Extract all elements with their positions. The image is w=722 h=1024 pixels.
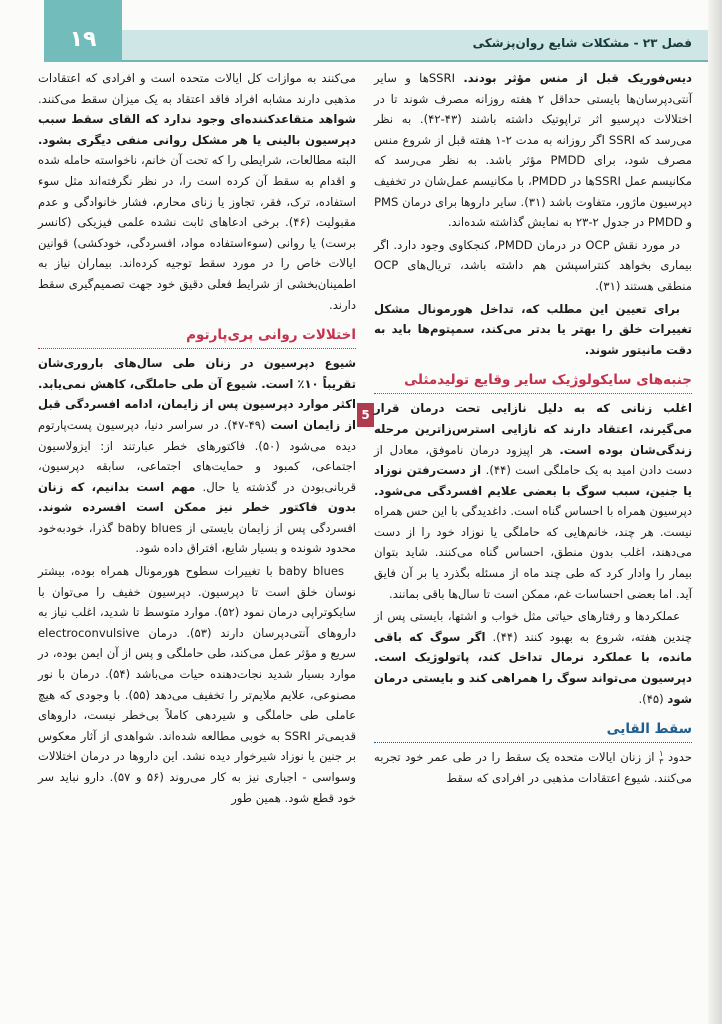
body-text: (۴۵).: [638, 691, 668, 706]
page-edge: [708, 0, 722, 1024]
bold-text: شیوع دپرسیون در زنان طی سال‌های باروری‌شان تقریباً ۱۰٪ است. شیوع آن طی حاملگی، کاهش نمی‌یابد. اکثر موارد دپرسیون پس از زایمان، ادامه افسردگی قبل از زایمان است: [38, 356, 357, 432]
section-heading: سقط القایی: [606, 721, 692, 738]
body-text: هر اپیزود درمان ناموفق، معادل از دست دادن امید به یک حاملگی است (۴۴).: [374, 442, 692, 478]
body-text: از زنان ایالات متحده یک سقط را در طی عمر خود تجربه می‌کنند. شیوع اعتقادات مذهبی در افرادی که سقط: [374, 750, 692, 785]
paragraph: برای تعیین این مطلب که، تداخل هورمونال مشکل تغییرات خلق را بهتر یا بدتر می‌کند، سمپتوم‌ها باید به دقت مانیتور شوند.: [374, 301, 692, 357]
page-number-box: [44, 0, 122, 62]
section-marker: 5: [357, 403, 374, 427]
bold-text: مهم است بدانیم، که زنان بدون فاکتور خطر نیز ممکن است افسرده شوند.: [38, 479, 356, 515]
paragraph: [374, 68, 692, 233]
bold-text: اغلب زنانی که به دلیل نازایی تحت درمان قرار می‌گیرند، اعتقاد دارند که نازایی استرس‌زاترین مرحله زندگی‌شان بوده است.: [374, 401, 693, 457]
paragraph: [38, 68, 356, 315]
paragraph: baby blues با تغییرات سطوح هورمونال همراه بوده، بیشتر نوسان خلق است تا دپرسیون. دپرسیون خفیف را می‌توان با سایکوتراپی درمان نمود (۵۲). موارد متوسط تا شدید، اغلب نیاز به داروهای آنتی‌دپرسان دارند (۵۳). درمان electroconvulsive سریع و مؤثر عمل می‌کند، طی حاملگی و پس از آن ایمن بوده، در موارد بسیار شدید نجات‌دهنده حیات می‌باشد (۵۴). درمان با نور مصنوعی، علایم ملایم‌تر را تخفیف می‌دهد (۵۵). با وجودی که هیچ عاملی طی حاملگی و شیردهی کاملاً بی‌خطر نیست، داروهای قدیمی‌تر SSRI به خوبی مطالعه شده‌اند. شواهدی از آثار معکوس بر جنین یا نوزاد شیرخوار دیده نشد. این داروها در درمان اختلالات وسواسی - اجباری نیز به کار می‌روند (۵۶ و ۵۷). دارو نباید سر خود قطع شود. همین طور: [38, 564, 357, 805]
bold-text: از دست‌رفتن نوزاد یا جنین، سبب سوگ با بعضی علایم افسردگی می‌شود.: [374, 463, 692, 498]
paragraph: [374, 747, 692, 788]
paragraph: [38, 353, 356, 559]
body-text: البته مطالعات، شرایطی را که تحت آن خانم، ناخواسته حامله شده و اقدام به سقط آن کرده است را، در نظر نگرفته‌اند مثل سوء استفاده، ترک، فقر، تجاوز یا زنای محارم، فشار خانوادگی و عدم مقبولیت (۴۶). برخی ادعاهای ثابت نشده علمی فیزیکی (کانسر برست) یا روانی (سوءاستفاده مواد، افسردگی، خودکشی) قوانین ایالات خاص را در مورد سقط توجیه کرده‌اند. بیماران نیاز به اطمینان‌بخشی از شرایط فعلی دقیق خود جهت تصمیم‌گیری سقط دارند.: [38, 153, 356, 312]
body-text: حدود: [663, 750, 693, 765]
paragraph: در مورد نقش OCP در درمان PMDD، کنجکاوی وجود دارد. اگر بیماری بخواهد کنتراسپشن هم داشته باشد، تریال‌های OCP منطقی هستند (۳۱).: [374, 237, 692, 293]
heading-underline: [374, 742, 692, 743]
body-text: عملکردها و رفتارهای حیاتی مثل خواب و اشتها، بایستی پس از چندین هفته، شروع به بهبود کنند (۴۴).: [374, 609, 692, 644]
right-column: [374, 68, 692, 790]
bold-text: اگر سوگ که باقی مانده، با عملکرد نرمال تداخل کند، پاتولوژیک است. دپرسیون می‌تواند سوگ را همراهی کند و بایستی درمان شود: [374, 629, 692, 706]
section-heading: جنبه‌های سایکولوژیک سایر وقایع تولیدمثلی: [404, 372, 692, 389]
fraction-denominator: ۳: [659, 756, 664, 766]
body-text: (۴۹-۴۷). در سراسر دنیا، دپرسیون پست‌پارتوم دیده می‌شود (۵۰). فاکتورهای خطر عبارتند از: ایزولاسیون اجتماعی، کمبود و حمایت‌های اجتماعی، سابقه دپرسیون، قربانی‌بودن در گذشته یا حال.: [38, 417, 357, 494]
bold-text: دیس‌فوریک قبل از منس مؤثر بودند.: [463, 71, 693, 85]
bold-text: شواهد متقاعدکننده‌ای وجود ندارد که القای سقط سبب دپرسیون بالینی یا هر مشکل روانی منفی دیگری بشود.: [38, 112, 356, 147]
body-text: دپرسیون همراه با احساس گناه است. داغدیدگی با این حس همراه نیست. هر چند، خانم‌هایی که حاملگی یا نوزاد خود را از دست می‌دهند، اغلب بدون منطق، احساس گناه می‌کنند. شاید بتوان بیمار را وادار کرد که طی چند ماه از مسئله بگذرد یا بر آن فایق آید. اما بعضی احساسات غم، ممکن است تا سال‌ها باقی بمانند.: [374, 504, 692, 601]
left-column: [38, 68, 356, 810]
heading-underline: [374, 393, 692, 394]
body-text: می‌کنند به موازات کل ایالات متحده است و افرادی که اعتقادات مذهبی دارند مشابه افراد فاقد اعتقاد به یک میزان سقط می‌کنند.: [38, 71, 356, 106]
page-header: [0, 0, 708, 62]
body-text: SSRIها و سایر آنتی‌دپرسان‌ها بایستی حداقل ۲ هفته روزانه مصرف شوند تا در اختلالات دپرسیو اثر تراپوتیک داشته باشند (۴۳-۴۲). به نظر می‌رسد که SSRI اگر روزانه به مدت ۲-۱ هفته قبل از شروع منس مصرف شود، برای PMDD مؤثر باشد. به نظر می‌رسد که مکانیسم عمل SSRIها در PMDD، با مکانیسم عمل‌شان در تخفیف دپرسیون ماژور، متفاوت باشد (۳۱). سایر داروها برای درمان PMS و PMDD در جدول ۲-۲۳ به نمایش گذاشته شده‌اند.: [374, 71, 693, 230]
paragraph: [374, 606, 692, 709]
fraction-numerator: ۱: [659, 748, 664, 758]
page-number: ۱۹: [69, 27, 97, 52]
heading-underline: [38, 348, 356, 349]
paragraph: [374, 398, 692, 604]
section-heading: اختلالات روانی پری‌پارتوم: [186, 327, 356, 344]
body-text: افسردگی پس از زایمان بایستی از baby blues گذرا، خودبه‌خود محدود شونده و بسیار شایع، افتراق داده شود.: [38, 520, 356, 556]
chapter-title: فصل ۲۳ - مشکلات شایع روان‌پزشکی: [472, 36, 692, 50]
